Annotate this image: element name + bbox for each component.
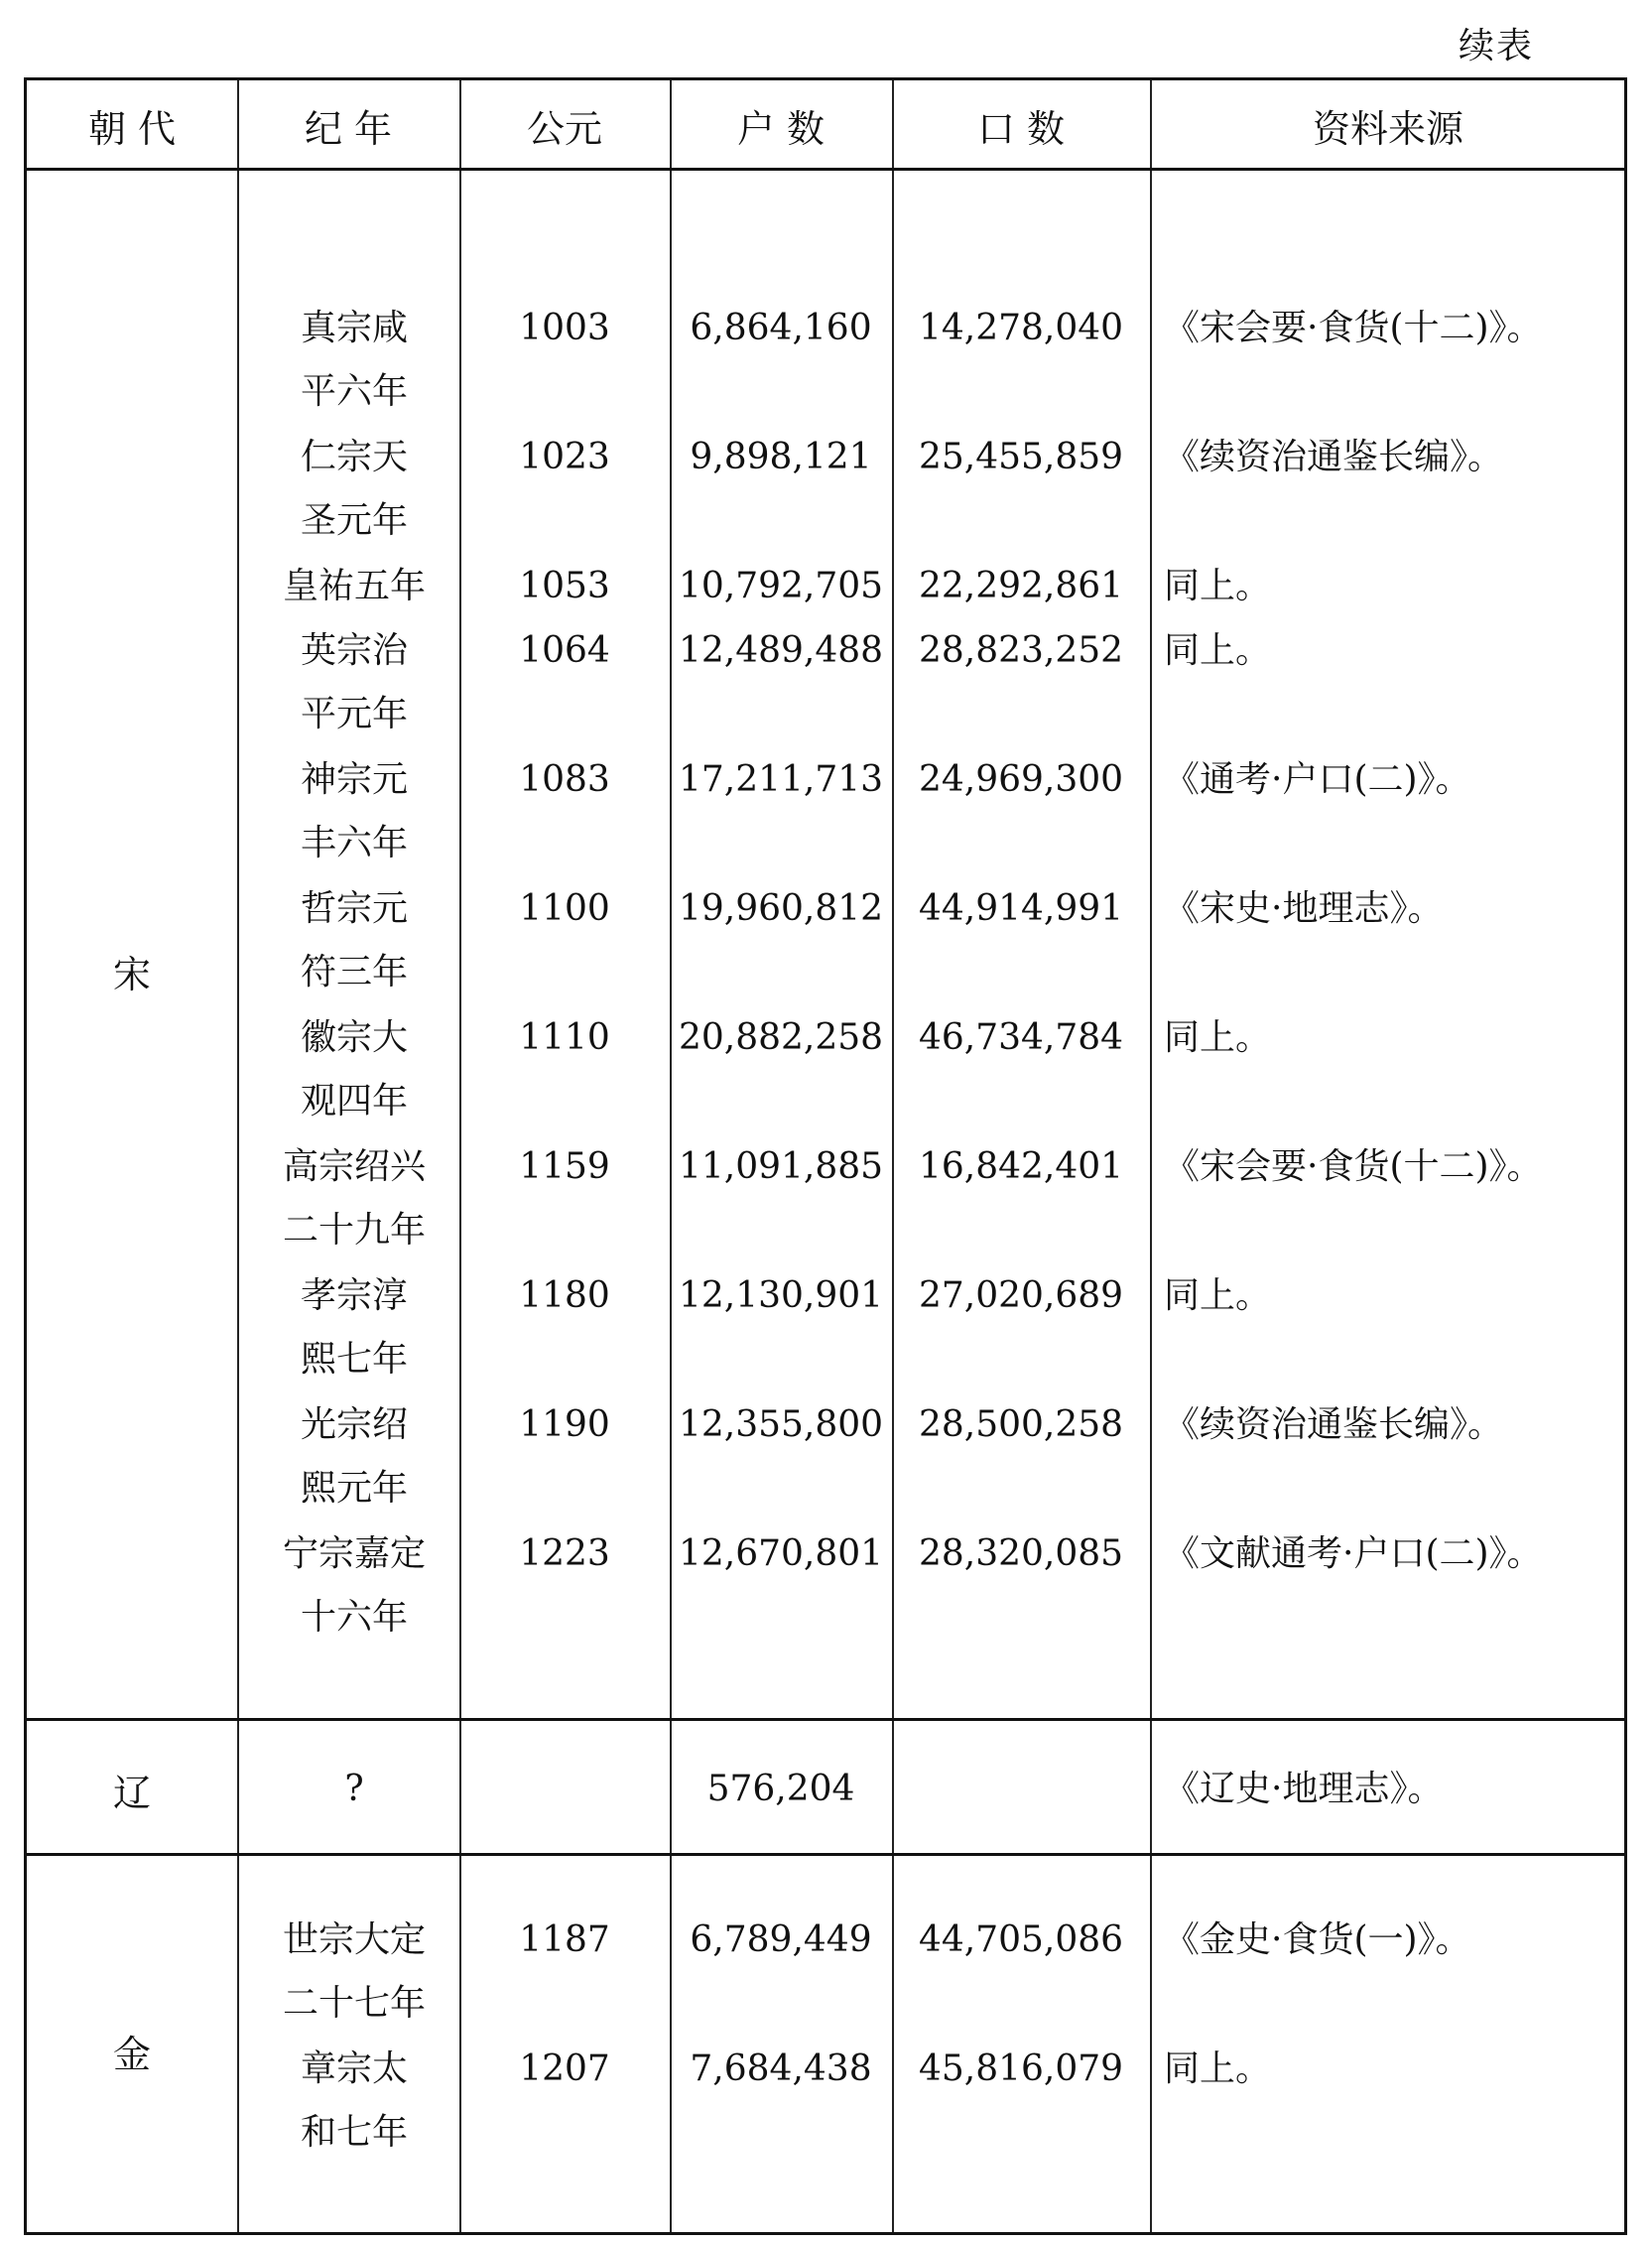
- header-households: 户 数: [736, 106, 826, 151]
- era-line-1: 真宗咸: [300, 308, 408, 348]
- section-divider-song-liao: [27, 1718, 1624, 1721]
- source-reference: 同上。: [1164, 1017, 1272, 1058]
- population-count: 25,455,859: [918, 437, 1124, 477]
- ad-year: 1100: [519, 888, 610, 929]
- source-reference: 《续资治通鉴长编》。: [1164, 1404, 1504, 1445]
- ad-year: 1190: [519, 1404, 610, 1445]
- ad-year: 1180: [519, 1275, 610, 1316]
- population-count: 28,500,258: [918, 1404, 1124, 1445]
- household-count: 576,204: [706, 1769, 855, 1809]
- column-divider: [237, 80, 239, 2232]
- era-line-1: 仁宗天: [300, 437, 408, 477]
- section-divider-liao-jin: [27, 1853, 1624, 1856]
- era-line-2: 熙七年: [300, 1339, 408, 1380]
- era-line-1: 章宗太: [300, 2048, 408, 2089]
- ad-year: 1053: [519, 566, 610, 606]
- header-ad: 公元: [526, 106, 602, 151]
- population-count: 46,734,784: [918, 1017, 1124, 1058]
- source-reference: 《辽史·地理志》。: [1164, 1769, 1444, 1809]
- population-count: 16,842,401: [918, 1146, 1124, 1187]
- era-line-2: 平六年: [300, 371, 408, 412]
- dynasty-liao: 辽: [112, 1772, 151, 1815]
- source-reference: 《通考·户口(二)》。: [1164, 759, 1471, 800]
- source-reference: 《宋史·地理志》。: [1164, 888, 1444, 929]
- header-era: 纪 年: [304, 106, 393, 151]
- continued-table-label: 续表: [1459, 26, 1535, 66]
- era-line-2: 符三年: [300, 952, 408, 992]
- household-count: 17,211,713: [678, 759, 884, 800]
- ad-year: 1110: [519, 1017, 610, 1058]
- household-count: 19,960,812: [678, 888, 884, 929]
- source-reference: 《文献通考·户口(二)》。: [1164, 1533, 1543, 1574]
- ad-year: 1159: [519, 1146, 610, 1187]
- population-table: [24, 77, 1627, 2235]
- dynasty-song: 宋: [112, 953, 151, 996]
- dynasty-jin: 金: [112, 2033, 151, 2076]
- era-line-1: 高宗绍兴: [282, 1146, 426, 1187]
- era-line-1: 宁宗嘉定: [282, 1533, 426, 1574]
- population-count: 22,292,861: [918, 566, 1124, 606]
- household-count: 6,864,160: [690, 308, 872, 348]
- source-reference: 同上。: [1164, 630, 1272, 671]
- era-line-1: 皇祐五年: [282, 566, 426, 606]
- source-reference: 《金史·食货(一)》。: [1164, 1919, 1471, 1960]
- era-line-2: 熙元年: [300, 1468, 408, 1509]
- ad-year: 1064: [519, 630, 610, 671]
- population-count: 14,278,040: [918, 308, 1124, 348]
- source-reference: 同上。: [1164, 1275, 1272, 1316]
- household-count: 11,091,885: [678, 1146, 884, 1187]
- household-count: 12,355,800: [678, 1404, 884, 1445]
- header-population: 口 数: [976, 106, 1066, 151]
- population-count: 44,705,086: [918, 1919, 1124, 1960]
- population-count: 45,816,079: [918, 2048, 1124, 2089]
- population-count: 28,823,252: [918, 630, 1124, 671]
- population-count: 44,914,991: [918, 888, 1124, 929]
- source-reference: 《宋会要·食货(十二)》。: [1164, 1146, 1543, 1187]
- header-source: 资料来源: [1312, 106, 1463, 151]
- household-count: 12,130,901: [678, 1275, 884, 1316]
- era-line-2: 平元年: [300, 694, 408, 734]
- household-count: 6,789,449: [690, 1919, 872, 1960]
- household-count: 12,670,801: [678, 1533, 884, 1574]
- household-count: 10,792,705: [678, 566, 884, 606]
- household-count: 7,684,438: [690, 2048, 872, 2089]
- era-line-1: 神宗元: [300, 759, 408, 800]
- era-line-1: 光宗绍: [300, 1404, 408, 1445]
- household-count: 9,898,121: [690, 437, 872, 477]
- era-line-1: 孝宗淳: [300, 1275, 408, 1316]
- era-line-2: 二十七年: [282, 1983, 426, 2024]
- era-line-1: 英宗治: [300, 630, 408, 671]
- era-line-2: 观四年: [300, 1081, 408, 1122]
- era-line-2: 丰六年: [300, 823, 408, 863]
- era-line-1: 徽宗大: [300, 1017, 408, 1058]
- population-count: 24,969,300: [918, 759, 1124, 800]
- population-count: 28,320,085: [918, 1533, 1124, 1574]
- era-line-2: 圣元年: [300, 500, 408, 541]
- era-line-2: 十六年: [300, 1597, 408, 1638]
- household-count: 12,489,488: [678, 630, 884, 671]
- source-reference: 同上。: [1164, 566, 1272, 606]
- population-count: 27,020,689: [918, 1275, 1124, 1316]
- era-line-1: 世宗大定: [282, 1919, 426, 1960]
- source-reference: 《续资治通鉴长编》。: [1164, 437, 1504, 477]
- era-line-1: 哲宗元: [300, 888, 408, 929]
- source-reference: 《宋会要·食货(十二)》。: [1164, 308, 1543, 348]
- ad-year: 1223: [519, 1533, 610, 1574]
- header-dynasty: 朝 代: [87, 106, 177, 151]
- ad-year: 1023: [519, 437, 610, 477]
- ad-year: 1187: [519, 1919, 610, 1960]
- source-reference: 同上。: [1164, 2048, 1272, 2089]
- era-line-1: ?: [344, 1769, 364, 1809]
- ad-year: 1003: [519, 308, 610, 348]
- ad-year: 1083: [519, 759, 610, 800]
- household-count: 20,882,258: [678, 1017, 884, 1058]
- era-line-2: 二十九年: [282, 1210, 426, 1251]
- ad-year: 1207: [519, 2048, 610, 2089]
- era-line-2: 和七年: [300, 2112, 408, 2153]
